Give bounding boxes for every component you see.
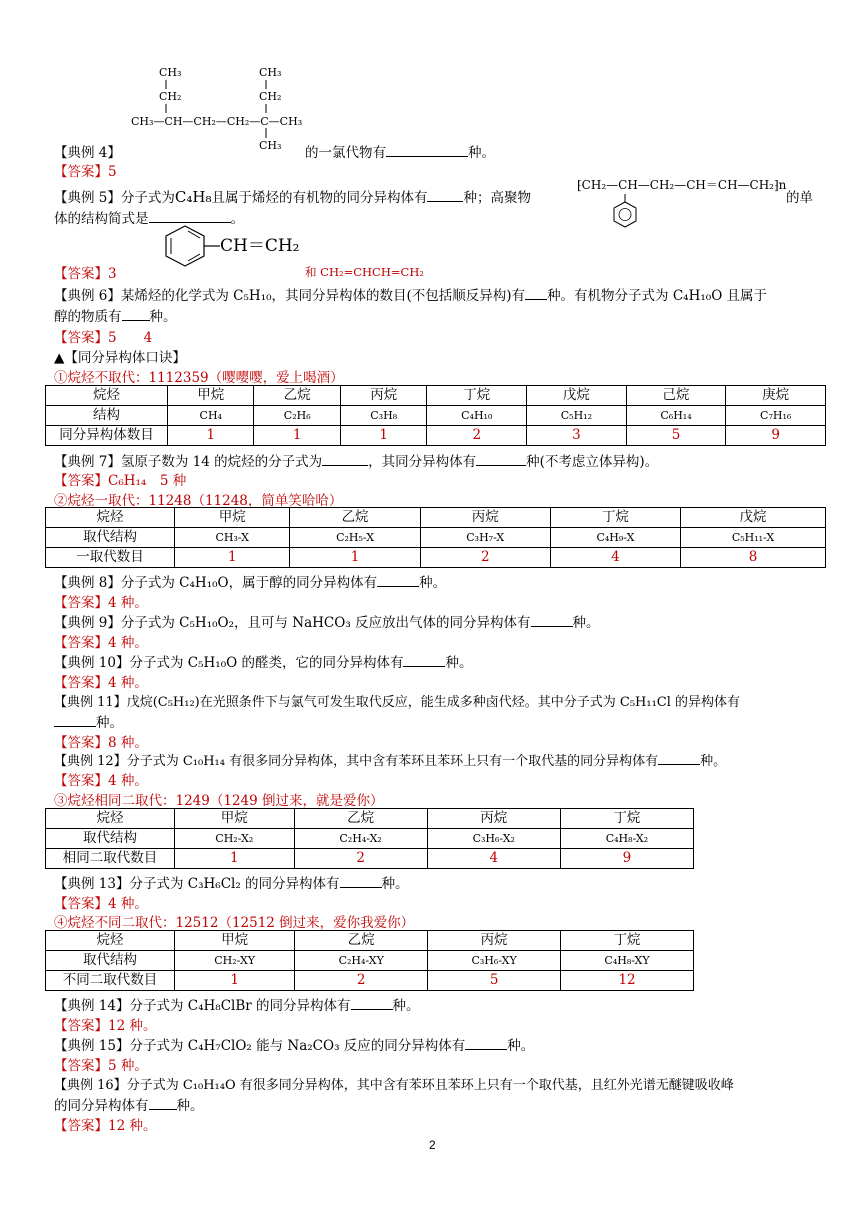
example-13 (54, 872, 409, 892)
answer-10-label: 【答案】 (54, 675, 108, 691)
answer-blank[interactable] (658, 752, 700, 765)
answer-9 (54, 631, 148, 651)
answer-blank[interactable] (122, 308, 150, 321)
struct-main-chain: CH₃—CH—CH₂—CH₂—C—CH₃ (131, 115, 303, 128)
example-5-text: 且属于烯烃的有机物的同分异构体有 (211, 190, 428, 206)
table-mono-substitution (45, 507, 826, 568)
table-cell: 4 (427, 849, 560, 869)
rule-1-title: ①烷烃不取代：1112359（嘤嘤嘤，爱上喝酒） (54, 370, 344, 386)
answer-5-extra: 和 CH₂=CHCH=CH₂ (305, 265, 424, 279)
table-cell: 1 (175, 971, 295, 991)
answer-5-label: 【答案】 (54, 266, 108, 282)
example-15-label: 【典例 15】 (54, 1038, 130, 1054)
example-5-label: 【典例 5】 (54, 190, 121, 206)
table-cell: 丙烷 (420, 508, 550, 528)
answer-7 (54, 469, 186, 489)
example-8-text: 分子式为 C₄H₁₀O，属于醇的同分异构体有 (120, 575, 378, 591)
example-14 (54, 994, 420, 1014)
example-6-text: 某烯烃的化学式为 C₅H₁₀，其同分异构体的数目(不包括顺反异构)有 (120, 288, 526, 304)
table-cell: 烷烃 (46, 386, 168, 406)
struct-ch3-a: CH₃ (159, 66, 182, 79)
table-row (46, 548, 826, 568)
table-cell: C₄H₁₀ (427, 406, 527, 426)
example-14-text: 分子式为 C₄H₈ClBr 的同分异构体有 (129, 998, 351, 1014)
table-cell: C₂H₄-X₂ (294, 829, 427, 849)
table-cell: 甲烷 (175, 809, 295, 829)
table-cell: C₂H₅-X (290, 528, 420, 548)
table-cell: C₃H₇-X (420, 528, 550, 548)
example-8-label: 【典例 8】 (54, 575, 121, 591)
example-4-label: 【典例 4】 (54, 145, 121, 161)
table-cell: 8 (681, 548, 826, 568)
table-cell: C₂H₆ (254, 406, 340, 426)
example-10 (54, 651, 472, 671)
table-cell: 丁烷 (561, 931, 694, 951)
table-cell: 12 (561, 971, 694, 991)
answer-13-value: 4 种。 (108, 896, 148, 912)
example-7 (54, 450, 658, 470)
example-5-pre: 分子式为 (120, 190, 175, 206)
answer-15 (54, 1054, 148, 1074)
answer-14-value: 12 种。 (108, 1018, 157, 1034)
example-6-line2-text: 醇的物质有 (54, 309, 122, 325)
answer-blank[interactable] (149, 210, 231, 223)
answer-blank[interactable] (476, 453, 526, 466)
example-5-line2-text: 体的结构简式是 (54, 211, 149, 227)
table-cell: 2 (295, 971, 428, 991)
example-12-tail: 种。 (700, 754, 727, 769)
table-cell: 乙烷 (295, 931, 428, 951)
example-16-label: 【典例 16】 (54, 1078, 127, 1093)
answer-blank[interactable] (149, 1097, 177, 1110)
example-14-tail: 种。 (392, 998, 420, 1014)
answer-5 (54, 262, 117, 282)
table-cell: CH₃-X (175, 528, 290, 548)
answer-11-label: 【答案】 (54, 735, 108, 751)
example-16-line2 (54, 1094, 204, 1114)
table-cell: 己烷 (626, 386, 726, 406)
example-5-line2 (54, 207, 244, 227)
table-cell: 相同二取代数目 (46, 849, 175, 869)
example-7-mid: ，其同分异构体有 (368, 454, 477, 470)
struct-ch2-b: CH₂ (259, 90, 282, 103)
table-cell: 结构 (46, 406, 168, 426)
table-cell: 1 (340, 426, 426, 446)
answer-blank[interactable] (322, 453, 368, 466)
struct-bonds (0, 0, 868, 160)
table-cell: 同分异构体数目 (46, 426, 168, 446)
table-cell: 1 (175, 548, 290, 568)
table-cell: 取代结构 (46, 528, 175, 548)
table-cell: 5 (626, 426, 726, 446)
table-cell: C₄H₉-X (550, 528, 680, 548)
table-cell: C₅H₁₁-X (681, 528, 826, 548)
table-cell: 丁烷 (550, 508, 680, 528)
answer-15-value: 5 种。 (108, 1058, 148, 1074)
answer-10 (54, 671, 148, 691)
section-title: ▲【同分异构体口诀】 (54, 350, 186, 366)
example-5-line1 (54, 186, 531, 206)
answer-blank[interactable] (427, 189, 463, 202)
answer-4 (54, 160, 117, 180)
table-cell: 1 (175, 849, 295, 869)
answer-7-value: C₆H₁₄ 5 种 (108, 473, 187, 489)
table-row (46, 406, 826, 426)
table-cell: 乙烷 (290, 508, 420, 528)
styrene-label: CH＝CH₂ (220, 236, 300, 256)
table-row (46, 508, 826, 528)
table-cell: 丙烷 (340, 386, 426, 406)
example-6-line2-tail: 种。 (149, 309, 177, 325)
answer-14 (54, 1014, 156, 1034)
table-same-disubstitution (45, 808, 694, 869)
example-7-tail: 种(不考虑立体异构)。 (526, 454, 659, 470)
rule-3-title: ③烷烃相同二取代：1249（1249 倒过来，就是爱你） (54, 793, 384, 809)
table-cell: 烷烃 (46, 931, 175, 951)
example-7-label: 【典例 7】 (54, 454, 121, 470)
answer-11-value: 8 种。 (108, 735, 148, 751)
table-cell: 取代结构 (46, 951, 175, 971)
answer-8-label: 【答案】 (54, 595, 108, 611)
example-10-label: 【典例 10】 (54, 655, 130, 671)
benzene-ring-icon (610, 194, 640, 236)
answer-10-value: 4 种。 (108, 675, 148, 691)
table-cell: 2 (294, 849, 427, 869)
table-cell: 3 (527, 426, 627, 446)
answer-blank[interactable] (340, 875, 382, 888)
table-cell: 丙烷 (427, 809, 560, 829)
table-cell: 1 (290, 548, 420, 568)
example-5-formula: C₄H₈ (174, 188, 212, 206)
answer-16 (54, 1114, 156, 1134)
example-15-text: 分子式为 C₄H₇ClO₂ 能与 Na₂CO₃ 反应的同分异构体有 (129, 1038, 466, 1054)
example-13-label: 【典例 13】 (54, 876, 130, 892)
table-cell: 甲烷 (168, 386, 254, 406)
answer-11 (54, 731, 148, 751)
answer-6-value: 5 4 (108, 330, 153, 346)
table-cell: 5 (428, 971, 561, 991)
example-15 (54, 1034, 534, 1054)
table-cell: CH₄ (168, 406, 254, 426)
table-row (46, 971, 694, 991)
answer-blank[interactable] (525, 287, 547, 300)
table-cell: 烷烃 (46, 508, 175, 528)
example-4 (54, 141, 121, 161)
example-6-line1 (54, 284, 767, 304)
answer-blank[interactable] (531, 614, 573, 627)
example-4-text: 的一氯代物有 (305, 145, 386, 161)
answer-blank[interactable] (351, 997, 393, 1010)
answer-12-value: 4 种。 (108, 773, 148, 789)
example-5-line2-tail: 。 (230, 211, 244, 227)
answer-blank[interactable] (403, 654, 445, 667)
table-cell: C₃H₈ (340, 406, 426, 426)
table-cell: C₂H₄-XY (295, 951, 428, 971)
table-cell: 戊烷 (527, 386, 627, 406)
answer-9-label: 【答案】 (54, 635, 108, 651)
styrene-bond (204, 244, 220, 248)
example-11-line1 (54, 691, 740, 710)
answer-12-label: 【答案】 (54, 773, 108, 789)
example-10-tail: 种。 (445, 655, 473, 671)
example-9 (54, 611, 600, 631)
table-cell: C₅H₁₂ (527, 406, 627, 426)
table-cell: 烷烃 (46, 809, 175, 829)
example-10-text: 分子式为 C₅H₁₀O 的醛类，它的同分异构体有 (129, 655, 404, 671)
example-8-tail: 种。 (419, 575, 447, 591)
answer-8 (54, 591, 148, 611)
example-16-text: 分子式为 C₁₀H₁₄O 有很多同分异构体，其中含有苯环且苯环上只有一个取代基，且红外光谱无醚键吸收峰 (126, 1078, 734, 1093)
table-row (46, 528, 826, 548)
answer-4-label: 【答案】 (54, 164, 108, 180)
rule-4-title: ④烷烃不同二取代：12512（12512 倒过来，爱你我爱你） (54, 915, 415, 931)
table-cell: 乙烷 (254, 386, 340, 406)
table-cell: CH₂-X₂ (175, 829, 295, 849)
example-16-line1 (54, 1074, 734, 1093)
table-cell: CH₂-XY (175, 951, 295, 971)
table-cell: 丁烷 (427, 386, 527, 406)
table-cell: 1 (254, 426, 340, 446)
table-cell: 丁烷 (560, 809, 693, 829)
answer-7-label: 【答案】 (54, 473, 108, 489)
example-16-line2-text: 的同分异构体有 (54, 1098, 149, 1114)
struct-ch2-a: CH₂ (159, 90, 182, 103)
struct-ch3-b: CH₃ (259, 66, 282, 79)
table-cell: 2 (420, 548, 550, 568)
example-9-text: 分子式为 C₅H₁₀O₂，且可与 NaHCO₃ 反应放出气体的同分异构体有 (120, 615, 531, 631)
table-cell: C₃H₆-X₂ (427, 829, 560, 849)
example-12 (54, 750, 726, 769)
example-8 (54, 571, 446, 591)
example-6-tail: 种。有机物分子式为 C₄H₁₀O 且属于 (547, 288, 768, 304)
table-cell: C₃H₆-XY (428, 951, 561, 971)
example-12-text: 分子式为 C₁₀H₁₄ 有很多同分异构体，其中含有苯环且苯环上只有一个取代基的同分异构体有 (126, 754, 659, 769)
example-14-label: 【典例 14】 (54, 998, 130, 1014)
table-cell: C₇H₁₆ (726, 406, 826, 426)
polymer-formula: ⁅CH₂—CH—CH₂—CH＝CH—CH₂⁆n (577, 178, 787, 192)
table-cell: 乙烷 (294, 809, 427, 829)
answer-5-value: 3 (108, 266, 117, 282)
table-cell: 丙烷 (428, 931, 561, 951)
table-cell: 9 (560, 849, 693, 869)
table-cell: C₄H₈-X₂ (560, 829, 693, 849)
example-15-tail: 种。 (507, 1038, 535, 1054)
answer-8-value: 4 种。 (108, 595, 148, 611)
example-11-label: 【典例 11】 (54, 695, 127, 710)
answer-13-label: 【答案】 (54, 896, 108, 912)
example-4-question (305, 141, 495, 161)
example-7-text: 氢原子数为 14 的烷烃的分子式为 (120, 454, 323, 470)
answer-16-label: 【答案】 (54, 1118, 108, 1134)
table-cell: 庚烷 (726, 386, 826, 406)
example-5-tail: 的单 (786, 190, 813, 206)
table-cell: C₄H₈-XY (561, 951, 694, 971)
table-row (46, 951, 694, 971)
example-6-line2 (54, 305, 177, 325)
answer-blank[interactable] (377, 574, 419, 587)
answer-6 (54, 326, 152, 346)
answer-6-label: 【答案】 (54, 330, 108, 346)
table-row (46, 426, 826, 446)
example-6-label: 【典例 6】 (54, 288, 121, 304)
answer-15-label: 【答案】 (54, 1058, 108, 1074)
answer-blank[interactable] (465, 1037, 507, 1050)
styrene-benzene-icon (160, 224, 210, 268)
table-cell: 取代结构 (46, 829, 175, 849)
answer-9-value: 4 种。 (108, 635, 148, 651)
example-13-text: 分子式为 C₃H₆Cl₂ 的同分异构体有 (129, 876, 340, 892)
example-11-tail: 种。 (96, 715, 123, 731)
table-cell: 4 (550, 548, 680, 568)
example-9-label: 【典例 9】 (54, 615, 121, 631)
table-row (46, 829, 694, 849)
example-11-text: 戊烷(C₅H₁₂)在光照条件下与氯气可发生取代反应，能生成多种卤代烃。其中分子式为 C₅H₁₁Cl 的异构体有 (126, 695, 741, 710)
table-cell: 甲烷 (175, 931, 295, 951)
table-cell: 9 (726, 426, 826, 446)
table-cell: 一取代数目 (46, 548, 175, 568)
table-different-disubstitution (45, 930, 694, 991)
answer-16-value: 12 种。 (108, 1118, 157, 1134)
answer-blank[interactable] (54, 714, 96, 727)
answer-14-label: 【答案】 (54, 1018, 108, 1034)
table-row (46, 931, 694, 951)
struct-ch3-c: CH₃ (259, 139, 282, 152)
answer-12 (54, 769, 148, 789)
example-11-line2 (54, 711, 123, 731)
table-row (46, 386, 826, 406)
page-number: 2 (429, 1138, 436, 1152)
table-cell: 甲烷 (175, 508, 290, 528)
table-cell: 戊烷 (681, 508, 826, 528)
table-cell: 不同二取代数目 (46, 971, 175, 991)
example-4-tail: 种。 (468, 145, 495, 161)
example-16-tail: 种。 (176, 1098, 204, 1114)
answer-4-value: 5 (108, 164, 117, 180)
rule-2-title: ②烷烃一取代：11248（11248，简单笑哈哈） (54, 493, 343, 509)
table-cell: C₆H₁₄ (626, 406, 726, 426)
table-cell: 2 (427, 426, 527, 446)
table-row (46, 809, 694, 829)
example-5-mid: 种；高聚物 (463, 190, 531, 206)
answer-13 (54, 892, 148, 912)
example-12-label: 【典例 12】 (54, 754, 127, 769)
table-cell: 1 (168, 426, 254, 446)
table-row (46, 849, 694, 869)
example-9-tail: 种。 (572, 615, 600, 631)
answer-blank[interactable] (386, 144, 468, 157)
example-13-tail: 种。 (381, 876, 409, 892)
table-alkane-isomers (45, 385, 826, 446)
